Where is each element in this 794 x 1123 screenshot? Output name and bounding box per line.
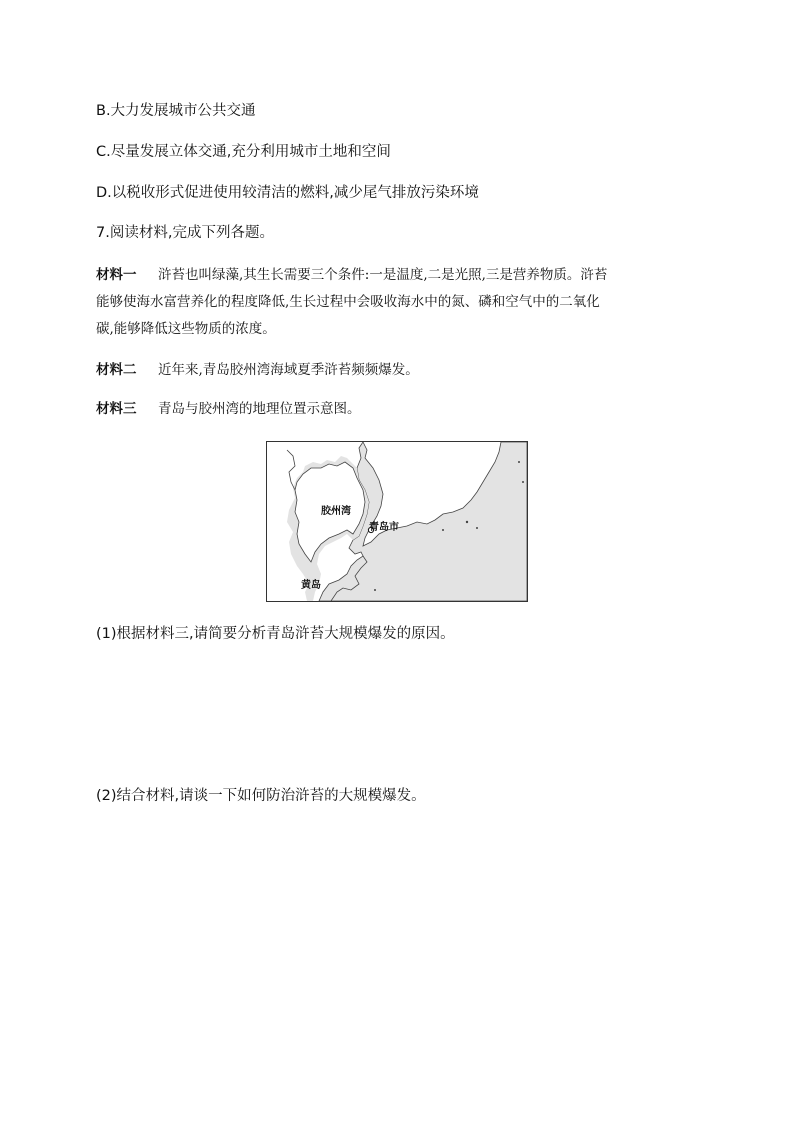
material-1-line-1 [96,262,607,288]
qingdao-map [266,441,528,602]
material-2-label: 材料二 [96,362,137,378]
material-1-line-2: 能够使海水富营养化的程度降低,生长过程中会吸收海水中的氮、磷和空气中的二氧化 [96,294,600,310]
material-1-line-3: 碳,能够降低这些物质的浓度。 [96,321,276,337]
island-dot [466,521,468,523]
material-2-text: 近年来,青岛胶州湾海域夏季浒苔频频爆发。 [158,362,419,378]
material-3 [96,396,361,422]
material-2 [96,357,419,383]
island-label: 黄岛 [301,580,321,591]
question-stem: 7.阅读材料,完成下列各题。 [96,225,274,241]
island-dot [374,589,376,591]
bay-label: 胶州湾 [321,506,351,517]
option-d: D.以税收形式促进使用较清洁的燃料,减少尾气排放污染环境 [96,185,479,201]
material-1-label: 材料一 [96,267,137,283]
island-dot [476,527,478,529]
option-c: C.尽量发展立体交通,充分利用城市土地和空间 [96,144,391,160]
city-label: 青岛市 [369,522,399,533]
island-dot [522,481,524,483]
island-dot [442,529,444,531]
option-b: B.大力发展城市公共交通 [96,103,256,119]
sub-question-1: (1)根据材料三,请简要分析青岛浒苔大规模爆发的原因。 [96,626,455,642]
island-dot [518,461,520,463]
material-1-text-1: 浒苔也叫绿藻,其生长需要三个条件:一是温度,二是光照,三是营养物质。浒苔 [158,267,608,283]
material-3-text: 青岛与胶州湾的地理位置示意图。 [158,401,361,417]
sub-question-2: (2)结合材料,请谈一下如何防治浒苔的大规模爆发。 [96,788,426,804]
material-3-label: 材料三 [96,401,137,417]
